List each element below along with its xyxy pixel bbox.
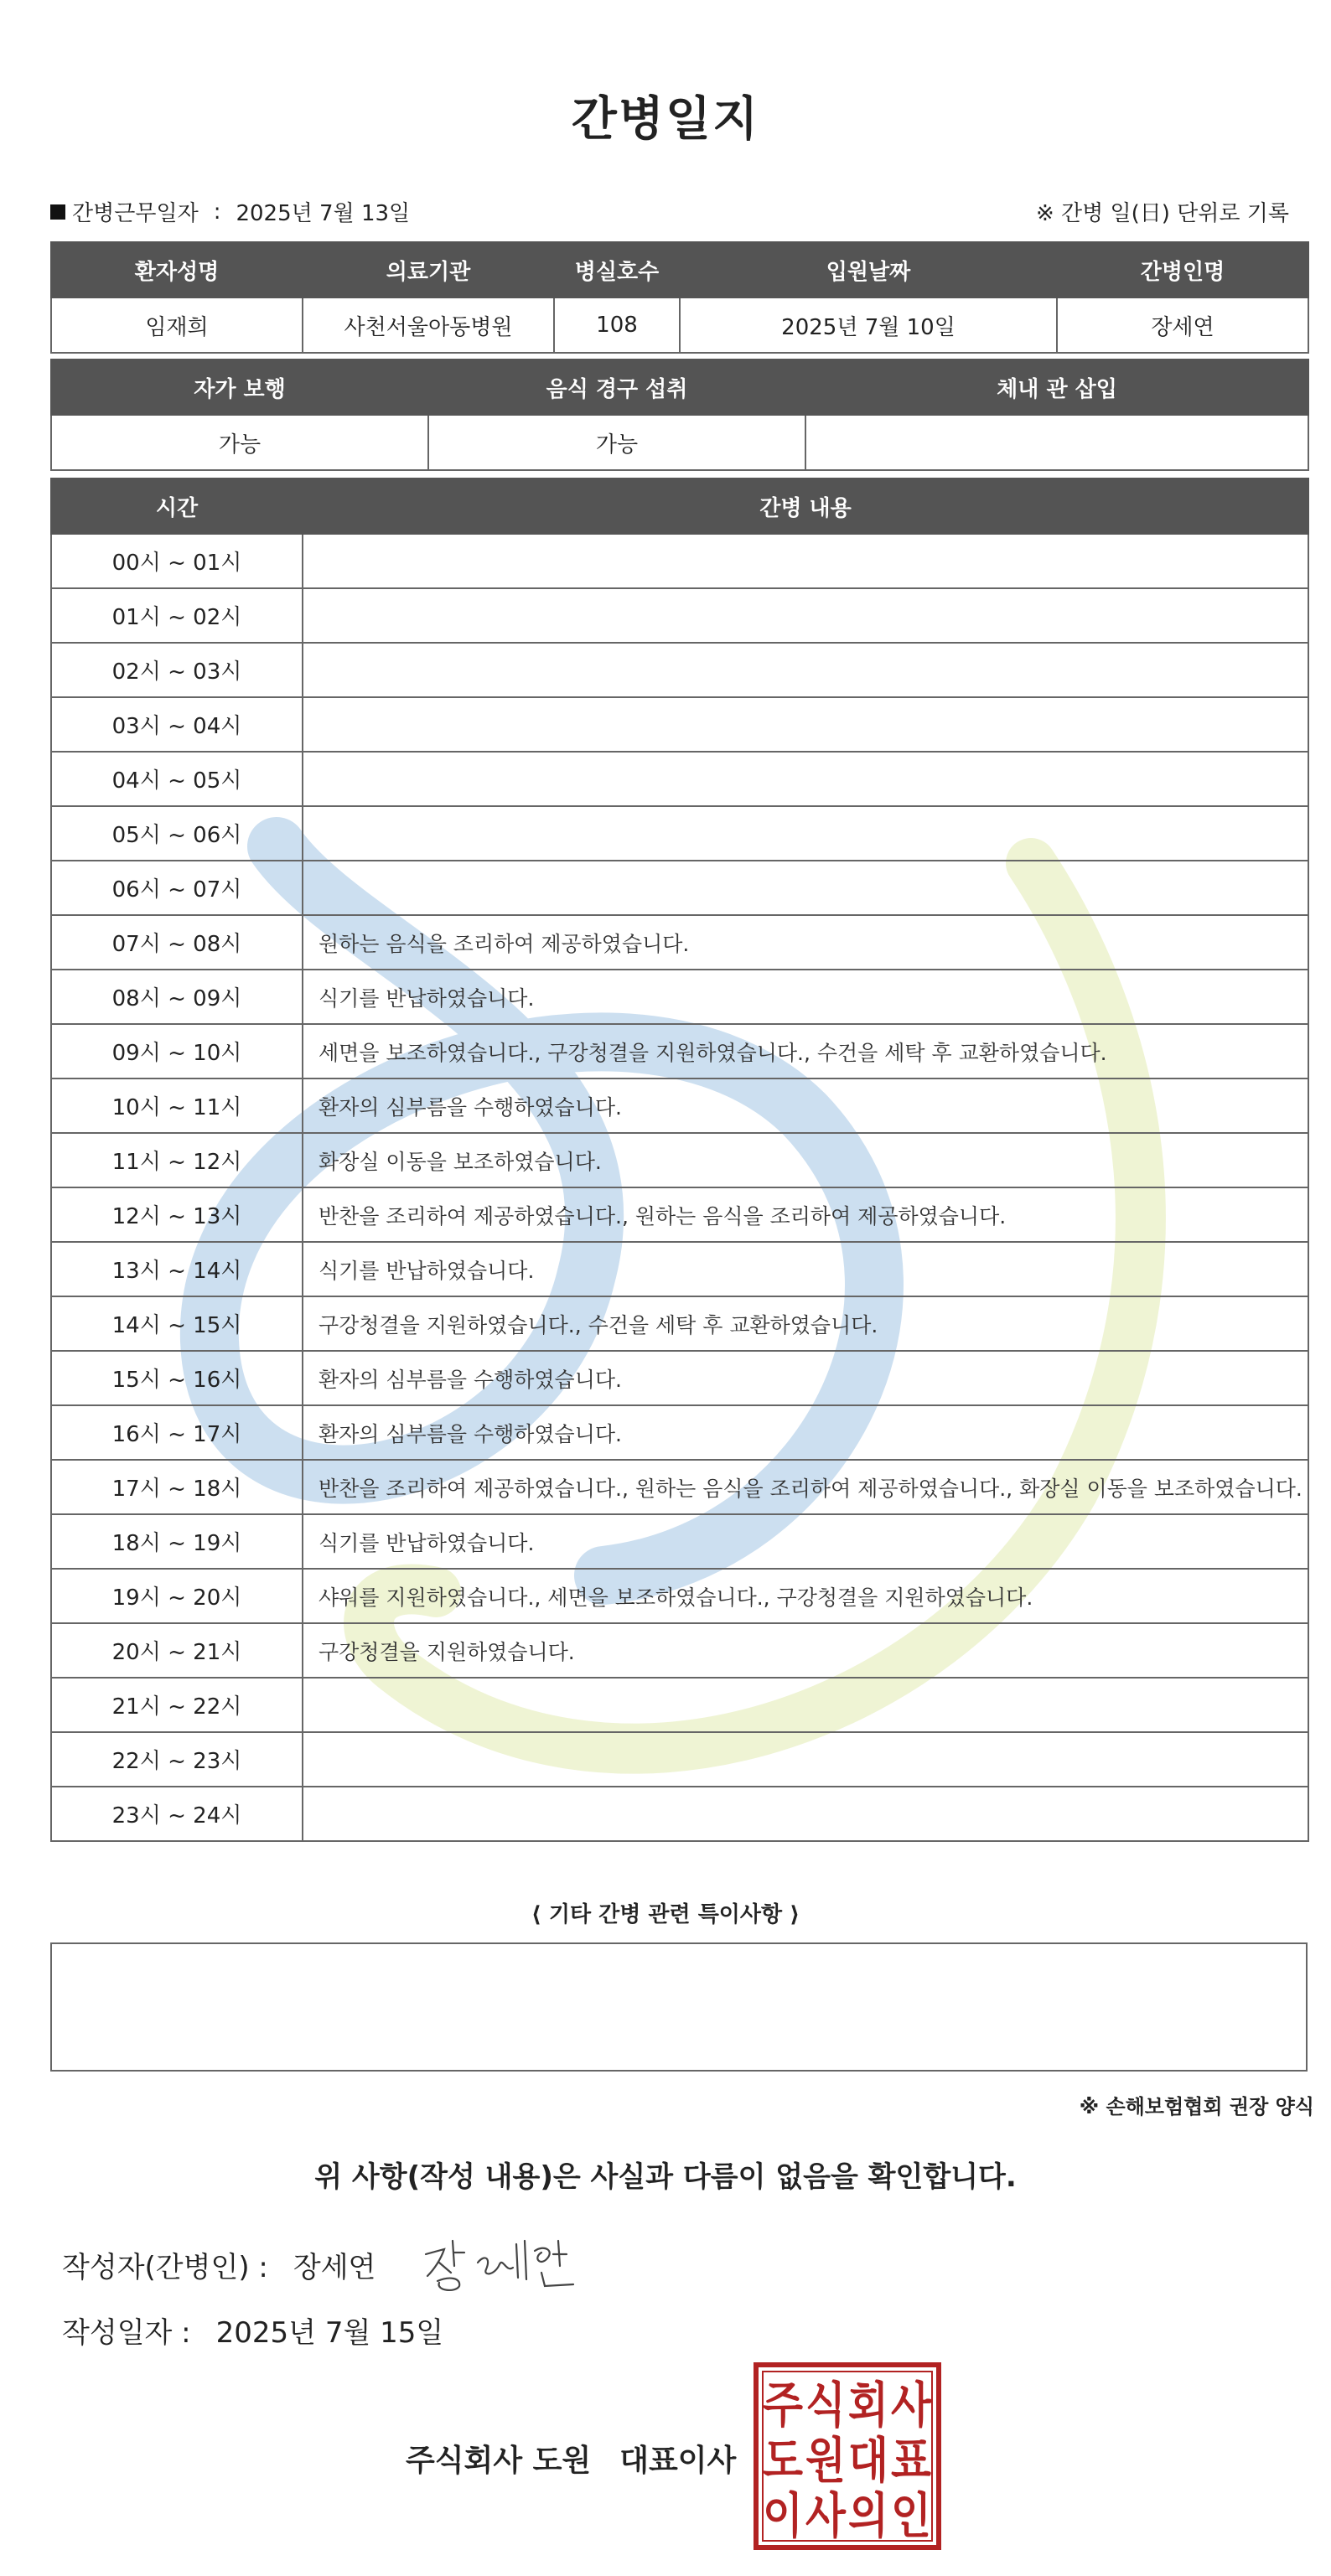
write-date-line <box>62 2310 443 2351</box>
schedule-row <box>51 752 1308 806</box>
schedule-content <box>303 806 1308 861</box>
schedule-content: 식기를 반납하였습니다. <box>303 1514 1308 1569</box>
schedule-row <box>51 643 1308 697</box>
schedule-time: 12시 ~ 13시 <box>51 1187 303 1242</box>
schedule-content <box>303 1678 1308 1732</box>
special-notes-title: ⟨ 기타 간병 관련 특이사항 ⟩ <box>531 1902 800 1927</box>
hospital-name: 사천서울아동병원 <box>303 297 554 353</box>
schedule-content: 화장실 이동을 보조하였습니다. <box>303 1133 1308 1187</box>
company-line <box>406 2437 736 2480</box>
schedule-row <box>51 697 1308 752</box>
schedule-time: 15시 ~ 16시 <box>51 1351 303 1405</box>
seal-character: 이 <box>763 2487 803 2544</box>
schedule-content: 원하는 음식을 조리하여 제공하였습니다. <box>303 915 1308 970</box>
schedule-time: 11시 ~ 12시 <box>51 1133 303 1187</box>
schedule-row <box>51 1460 1308 1514</box>
form-note: ※ 손해보험협회 권장 양식 <box>1079 2095 1314 2118</box>
write-date-value: 2025년 7월 15일 <box>215 2316 444 2350</box>
schedule-row <box>51 1351 1308 1405</box>
schedule-time: 04시 ~ 05시 <box>51 752 303 806</box>
schedule-time: 19시 ~ 20시 <box>51 1569 303 1623</box>
schedule-time: 01시 ~ 02시 <box>51 588 303 643</box>
schedule-row <box>51 915 1308 970</box>
schedule-row <box>51 1678 1308 1732</box>
schedule-content <box>303 1732 1308 1787</box>
schedule-row <box>51 1732 1308 1787</box>
schedule-row <box>51 1787 1308 1841</box>
schedule-time: 16시 ~ 17시 <box>51 1405 303 1460</box>
schedule-content <box>303 588 1308 643</box>
page-title: 간병일지 <box>571 92 760 147</box>
patient-name: 임재희 <box>51 297 303 353</box>
oral-intake-value: 가능 <box>428 415 805 470</box>
schedule-content: 반찬을 조리하여 제공하였습니다., 원하는 음식을 조리하여 제공하였습니다. <box>303 1187 1308 1242</box>
schedule-row <box>51 1079 1308 1133</box>
schedule-content <box>303 697 1308 752</box>
schedule-time: 05시 ~ 06시 <box>51 806 303 861</box>
header-room: 병실호수 <box>554 242 680 297</box>
write-date-label: 작성일자 : <box>62 2316 191 2350</box>
schedule-content: 세면을 보조하였습니다., 구강청결을 지원하였습니다., 수건을 세탁 후 교환하였습니다. <box>303 1024 1308 1079</box>
schedule-time: 17시 ~ 18시 <box>51 1460 303 1514</box>
schedule-row <box>51 1242 1308 1296</box>
header-patient-name: 환자성명 <box>51 242 303 297</box>
schedule-content: 구강청결을 지원하였습니다. <box>303 1623 1308 1678</box>
writer-line <box>62 2244 375 2285</box>
company-name: 주식회사 도원 <box>406 2444 592 2478</box>
schedule-content <box>303 643 1308 697</box>
schedule-time: 23시 ~ 24시 <box>51 1787 303 1841</box>
seal-character: 대 <box>848 2432 888 2489</box>
schedule-time: 09시 ~ 10시 <box>51 1024 303 1079</box>
care-date-line <box>50 196 410 227</box>
company-representative: 대표이사 <box>619 2444 737 2478</box>
schedule-row <box>51 1296 1308 1351</box>
schedule-row <box>51 588 1308 643</box>
schedule-time: 20시 ~ 21시 <box>51 1623 303 1678</box>
schedule-row <box>51 534 1308 588</box>
header-caregiver-name: 간병인명 <box>1057 242 1308 297</box>
company-seal <box>753 2361 942 2551</box>
schedule-content: 식기를 반납하였습니다. <box>303 970 1308 1024</box>
seal-character: 인 <box>891 2487 931 2544</box>
schedule-time: 06시 ~ 07시 <box>51 861 303 915</box>
self-walking-value: 가능 <box>51 415 428 470</box>
schedule-row <box>51 970 1308 1024</box>
schedule-time: 08시 ~ 09시 <box>51 970 303 1024</box>
schedule-time: 02시 ~ 03시 <box>51 643 303 697</box>
seal-character: 원 <box>805 2432 846 2489</box>
header-time: 시간 <box>51 478 303 534</box>
unit-note: ※ 간병 일(日) 단위로 기록 <box>1035 201 1289 226</box>
schedule-content: 식기를 반납하였습니다. <box>303 1242 1308 1296</box>
seal-character: 사 <box>891 2377 932 2434</box>
schedule-content <box>303 861 1308 915</box>
schedule-row <box>51 1133 1308 1187</box>
schedule-time: 22시 ~ 23시 <box>51 1732 303 1787</box>
seal-character: 식 <box>805 2377 846 2434</box>
header-admission-date: 입원날짜 <box>680 242 1057 297</box>
schedule-row <box>51 1405 1308 1460</box>
room-number: 108 <box>554 297 680 353</box>
header-care-content: 간병 내용 <box>303 478 1308 534</box>
header-hospital: 의료기관 <box>303 242 554 297</box>
seal-character: 주 <box>763 2377 803 2434</box>
care-date-separator: : <box>213 199 221 225</box>
schedule-content: 구강청결을 지원하였습니다., 수건을 세탁 후 교환하였습니다. <box>303 1296 1308 1351</box>
care-date-label: 간병근무일자 <box>72 201 199 226</box>
schedule-row <box>51 861 1308 915</box>
schedule-row <box>51 1623 1308 1678</box>
header-tube-insertion: 체내 관 삽입 <box>805 360 1308 415</box>
seal-character: 도 <box>763 2432 803 2489</box>
schedule-content <box>303 1787 1308 1841</box>
schedule-row <box>51 806 1308 861</box>
writer-label: 작성자(간병인) : <box>62 2251 268 2284</box>
patient-ability-table <box>50 359 1309 471</box>
schedule-content: 반찬을 조리하여 제공하였습니다., 원하는 음식을 조리하여 제공하였습니다., 화장실 이동을 보조하였습니다. <box>303 1460 1308 1514</box>
schedule-time: 13시 ~ 14시 <box>51 1242 303 1296</box>
care-date-value: 2025년 7월 13일 <box>236 201 411 226</box>
schedule-content <box>303 752 1308 806</box>
admission-date: 2025년 7월 10일 <box>680 297 1057 353</box>
seal-character: 표 <box>891 2432 931 2489</box>
schedule-time: 07시 ~ 08시 <box>51 915 303 970</box>
schedule-content: 환자의 심부름을 수행하였습니다. <box>303 1351 1308 1405</box>
caregiver-name: 장세연 <box>1057 297 1308 353</box>
square-bullet-icon <box>50 204 65 220</box>
schedule-row <box>51 1187 1308 1242</box>
tube-insertion-value <box>805 415 1308 470</box>
signature-image <box>419 2229 578 2296</box>
schedule-time: 14시 ~ 15시 <box>51 1296 303 1351</box>
special-notes-box <box>50 1942 1308 2072</box>
seal-character: 의 <box>848 2487 888 2544</box>
schedule-time: 18시 ~ 19시 <box>51 1514 303 1569</box>
schedule-row <box>51 1514 1308 1569</box>
header-oral-intake: 음식 경구 섭취 <box>428 360 805 415</box>
seal-character: 사 <box>805 2487 847 2544</box>
schedule-time: 21시 ~ 22시 <box>51 1678 303 1732</box>
seal-character: 회 <box>848 2377 888 2434</box>
schedule-time: 10시 ~ 11시 <box>51 1079 303 1133</box>
schedule-time: 03시 ~ 04시 <box>51 697 303 752</box>
care-schedule-table <box>50 478 1309 1842</box>
schedule-row <box>51 1569 1308 1623</box>
schedule-row <box>51 1024 1308 1079</box>
schedule-content: 샤워를 지원하였습니다., 세면을 보조하였습니다., 구강청결을 지원하였습니다. <box>303 1569 1308 1623</box>
schedule-content: 환자의 심부름을 수행하였습니다. <box>303 1079 1308 1133</box>
header-self-walking: 자가 보행 <box>51 360 428 415</box>
confirmation-statement: 위 사항(작성 내용)은 사실과 다름이 없음을 확인합니다. <box>314 2160 1017 2194</box>
schedule-time: 00시 ~ 01시 <box>51 534 303 588</box>
schedule-content: 환자의 심부름을 수행하였습니다. <box>303 1405 1308 1460</box>
patient-info-table <box>50 241 1309 354</box>
writer-name: 장세연 <box>293 2251 376 2284</box>
schedule-content <box>303 534 1308 588</box>
